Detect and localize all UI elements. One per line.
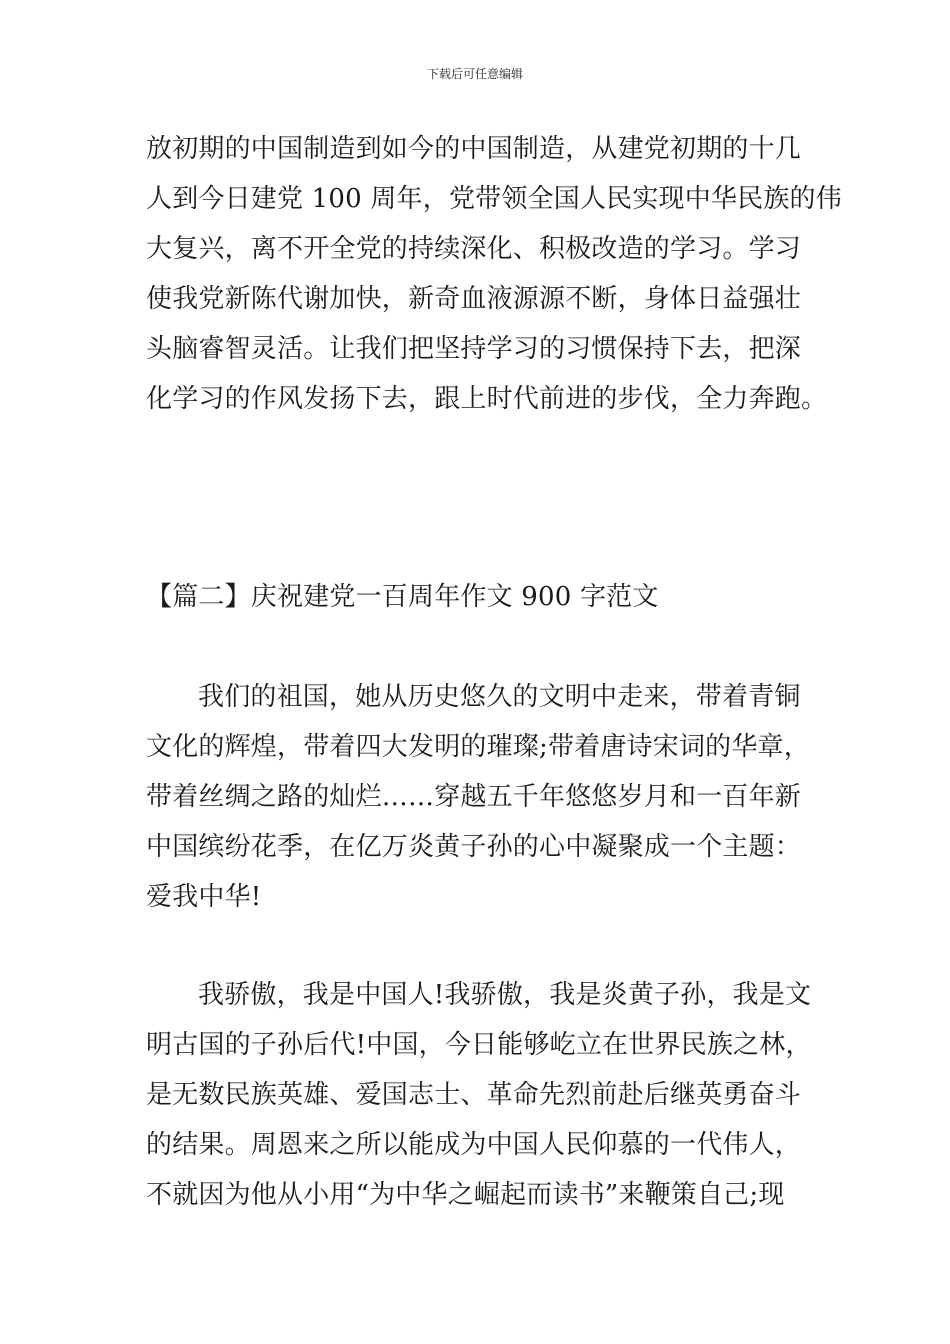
paragraph-2-line-3: 带着丝绸之路的灿烂……穿越五千年悠悠岁月和一百年新 [146, 782, 802, 812]
paragraph-2-line-4: 中国缤纷花季，在亿万炎黄子孙的心中凝聚成一个主题： [146, 832, 802, 862]
page-header: 下载后可任意编辑 [426, 67, 523, 81]
paragraph-1-line-6: 化学习的作风发扬下去，跟上时代前进的步伐，全力奔跑。 [146, 384, 828, 414]
paragraph-3-line-4: 的结果。周恩来之所以能成为中国人民仰慕的一代伟人， [146, 1130, 802, 1160]
paragraph-3-line-2: 明古国的子孙后代!中国，今日能够屹立在世界民族之林， [146, 1030, 812, 1060]
paragraph-1-line-2: 人到今日建党 100 周年，党带领全国人民实现中华民族的伟 [146, 184, 842, 214]
paragraph-3-line-5: 不就因为他从小用“为中华之崛起而读书”来鞭策自己;现 [146, 1180, 785, 1210]
section-title: 【篇二】庆祝建党一百周年作文 900 字范文 [146, 582, 659, 612]
paragraph-1-line-3: 大复兴，离不开全党的持续深化、积极改造的学习。学习 [146, 234, 802, 264]
paragraph-2-line-2: 文化的辉煌，带着四大发明的璀璨;带着唐诗宋词的华章， [146, 732, 810, 762]
paragraph-3-line-1: 我骄傲，我是中国人!我骄傲，我是炎黄子孙，我是文 [198, 980, 812, 1010]
paragraph-1-line-1: 放初期的中国制造到如今的中国制造，从建党初期的十几 [146, 134, 802, 164]
paragraph-1-line-4: 使我党新陈代谢加快，新奇血液源源不断，身体日益强壮 [146, 284, 802, 314]
paragraph-3-line-3: 是无数民族英雄、爱国志士、革命先烈前赴后继英勇奋斗 [146, 1080, 802, 1110]
paragraph-2-line-5: 爱我中华! [146, 882, 262, 912]
paragraph-2-line-1: 我们的祖国，她从历史悠久的文明中走来，带着青铜 [198, 682, 801, 712]
paragraph-1-line-5: 头脑睿智灵活。让我们把坚持学习的习惯保持下去，把深 [146, 334, 802, 364]
